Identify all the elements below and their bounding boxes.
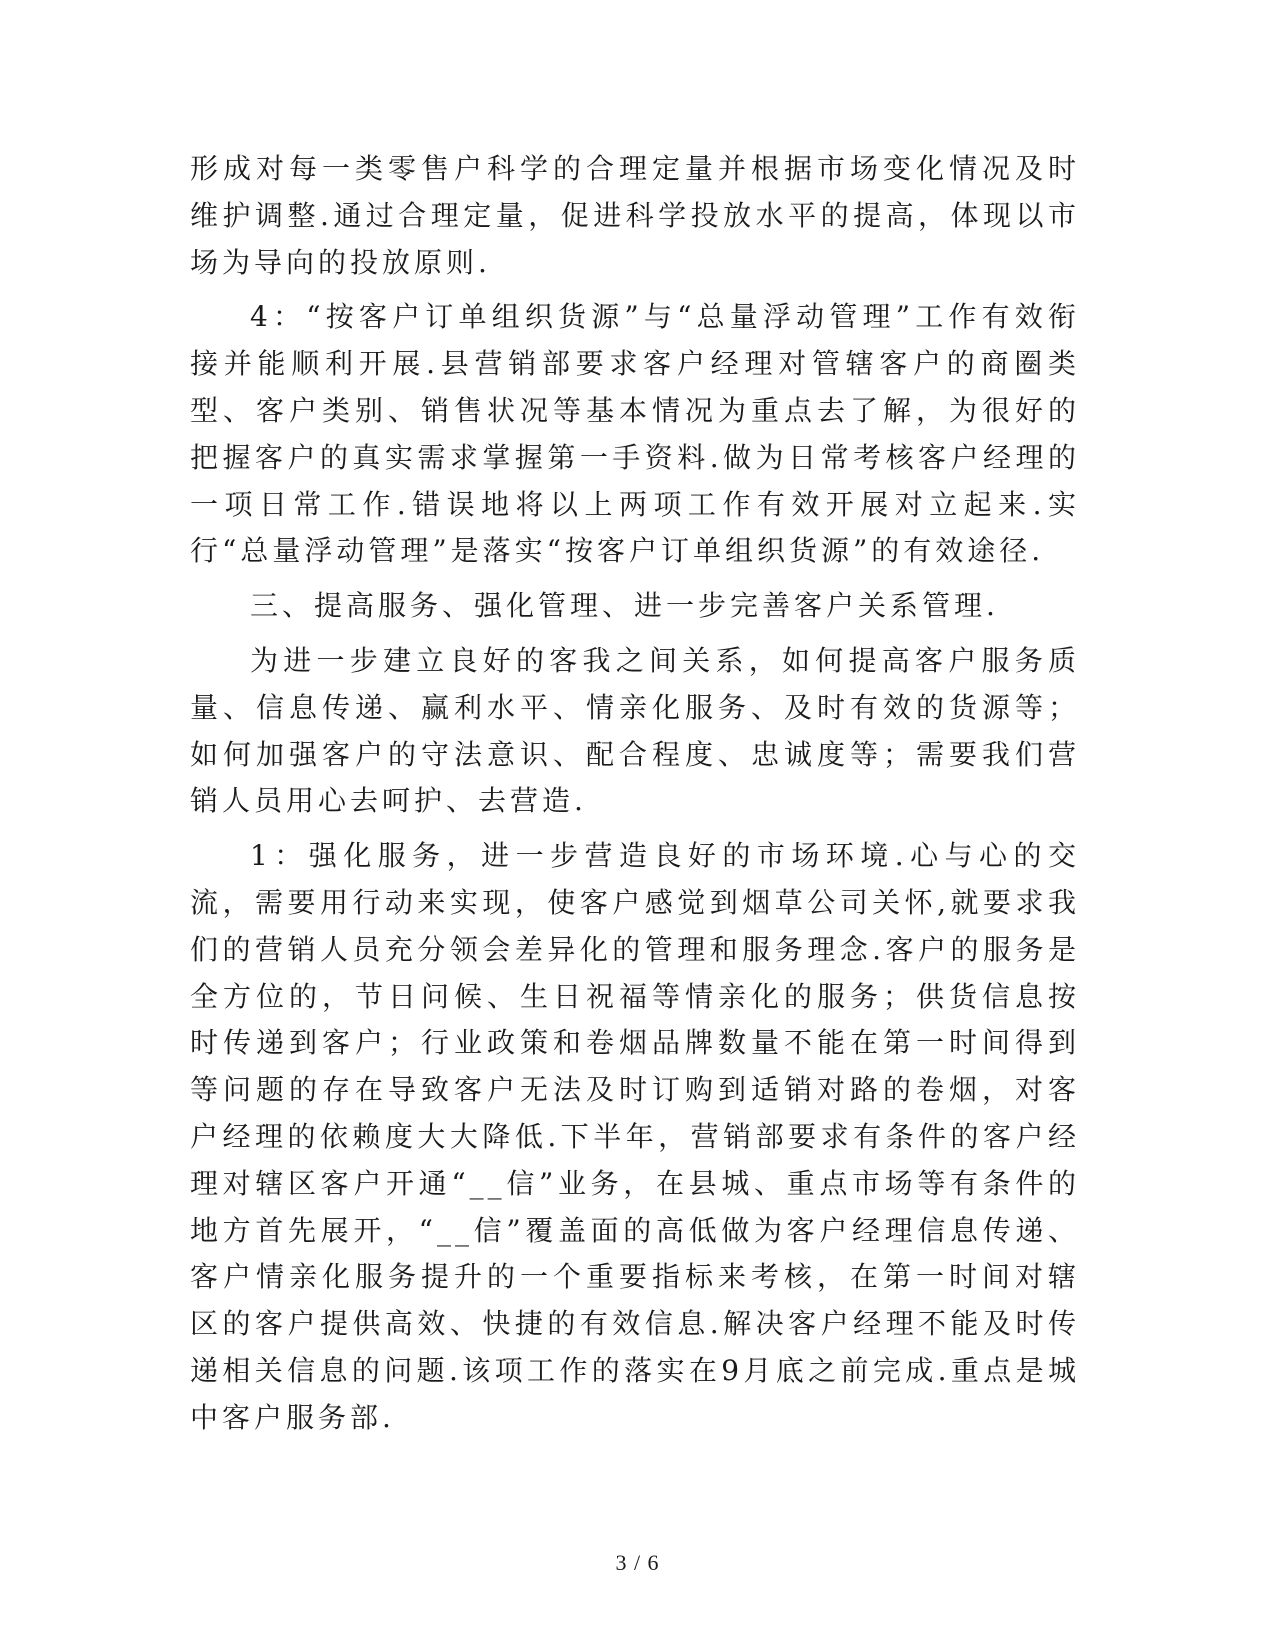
page-number: 3 / 6 — [615, 1550, 660, 1575]
paragraph-intro: 为进一步建立良好的客我之间关系，如何提高客户服务质量、信息传递、赢利水平、情亲化服务、及时有效的货源等；如何加强客户的守法意识、配合程度、忠诚度等；需要我们营销人员用心去呵护、去营造. — [190, 643, 1080, 818]
paragraph-item-1: 1：强化服务，进一步营造良好的市场环境.心与心的交流，需要用行动来实现，使客户感觉到烟草公司关怀,就要求我们的营销人员充分领会差异化的管理和服务理念.客户的服务是全方位的，节日问候、生日祝福等情亲化的服务；供货信息按时传递到客户；行业政策和卷烟品牌数量不能在第一时间得到等问题的存在导致客户无法及时订购到适销对路的卷烟，对客户经理的依赖度大大降低.下半年，营销部要求有条件的客户经理对辖区客户开通“__信”业务，在县城、重点市场等有条件的地方首先展开，“__信”覆盖面的高低做为客户经理信息传递、客户情亲化服务提升的一个重要指标来考核，在第一时间对辖区的客户提供高效、快捷的有效信息.解决客户经理不能及时传递相关信息的问题.该项工作的落实在9月底之前完成.重点是城中客户服务部. — [190, 839, 1080, 1434]
paragraph-item-4: 4：“按客户订单组织货源”与“总量浮动管理”工作有效衔接并能顺利开展.县营销部要求客户经理对管辖客户的商圈类型、客户类别、销售状况等基本情况为重点去了解，为很好的把握客户的真实需求掌握第一手资料.做为日常考核客户经理的一项日常工作.错误地将以上两项工作有效开展对立起来.实行“总量浮动管理”是落实“按客户订单组织货源”的有效途径. — [190, 300, 1080, 568]
paragraph-continuation: 形成对每一类零售户科学的合理定量并根据市场变化情况及时维护调整.通过合理定量，促进科学投放水平的提高，体现以市场为导向的投放原则. — [190, 152, 1080, 279]
document-body — [190, 146, 1080, 1442]
section-heading-3: 三、提高服务、强化管理、进一步完善客户关系管理. — [250, 589, 999, 623]
